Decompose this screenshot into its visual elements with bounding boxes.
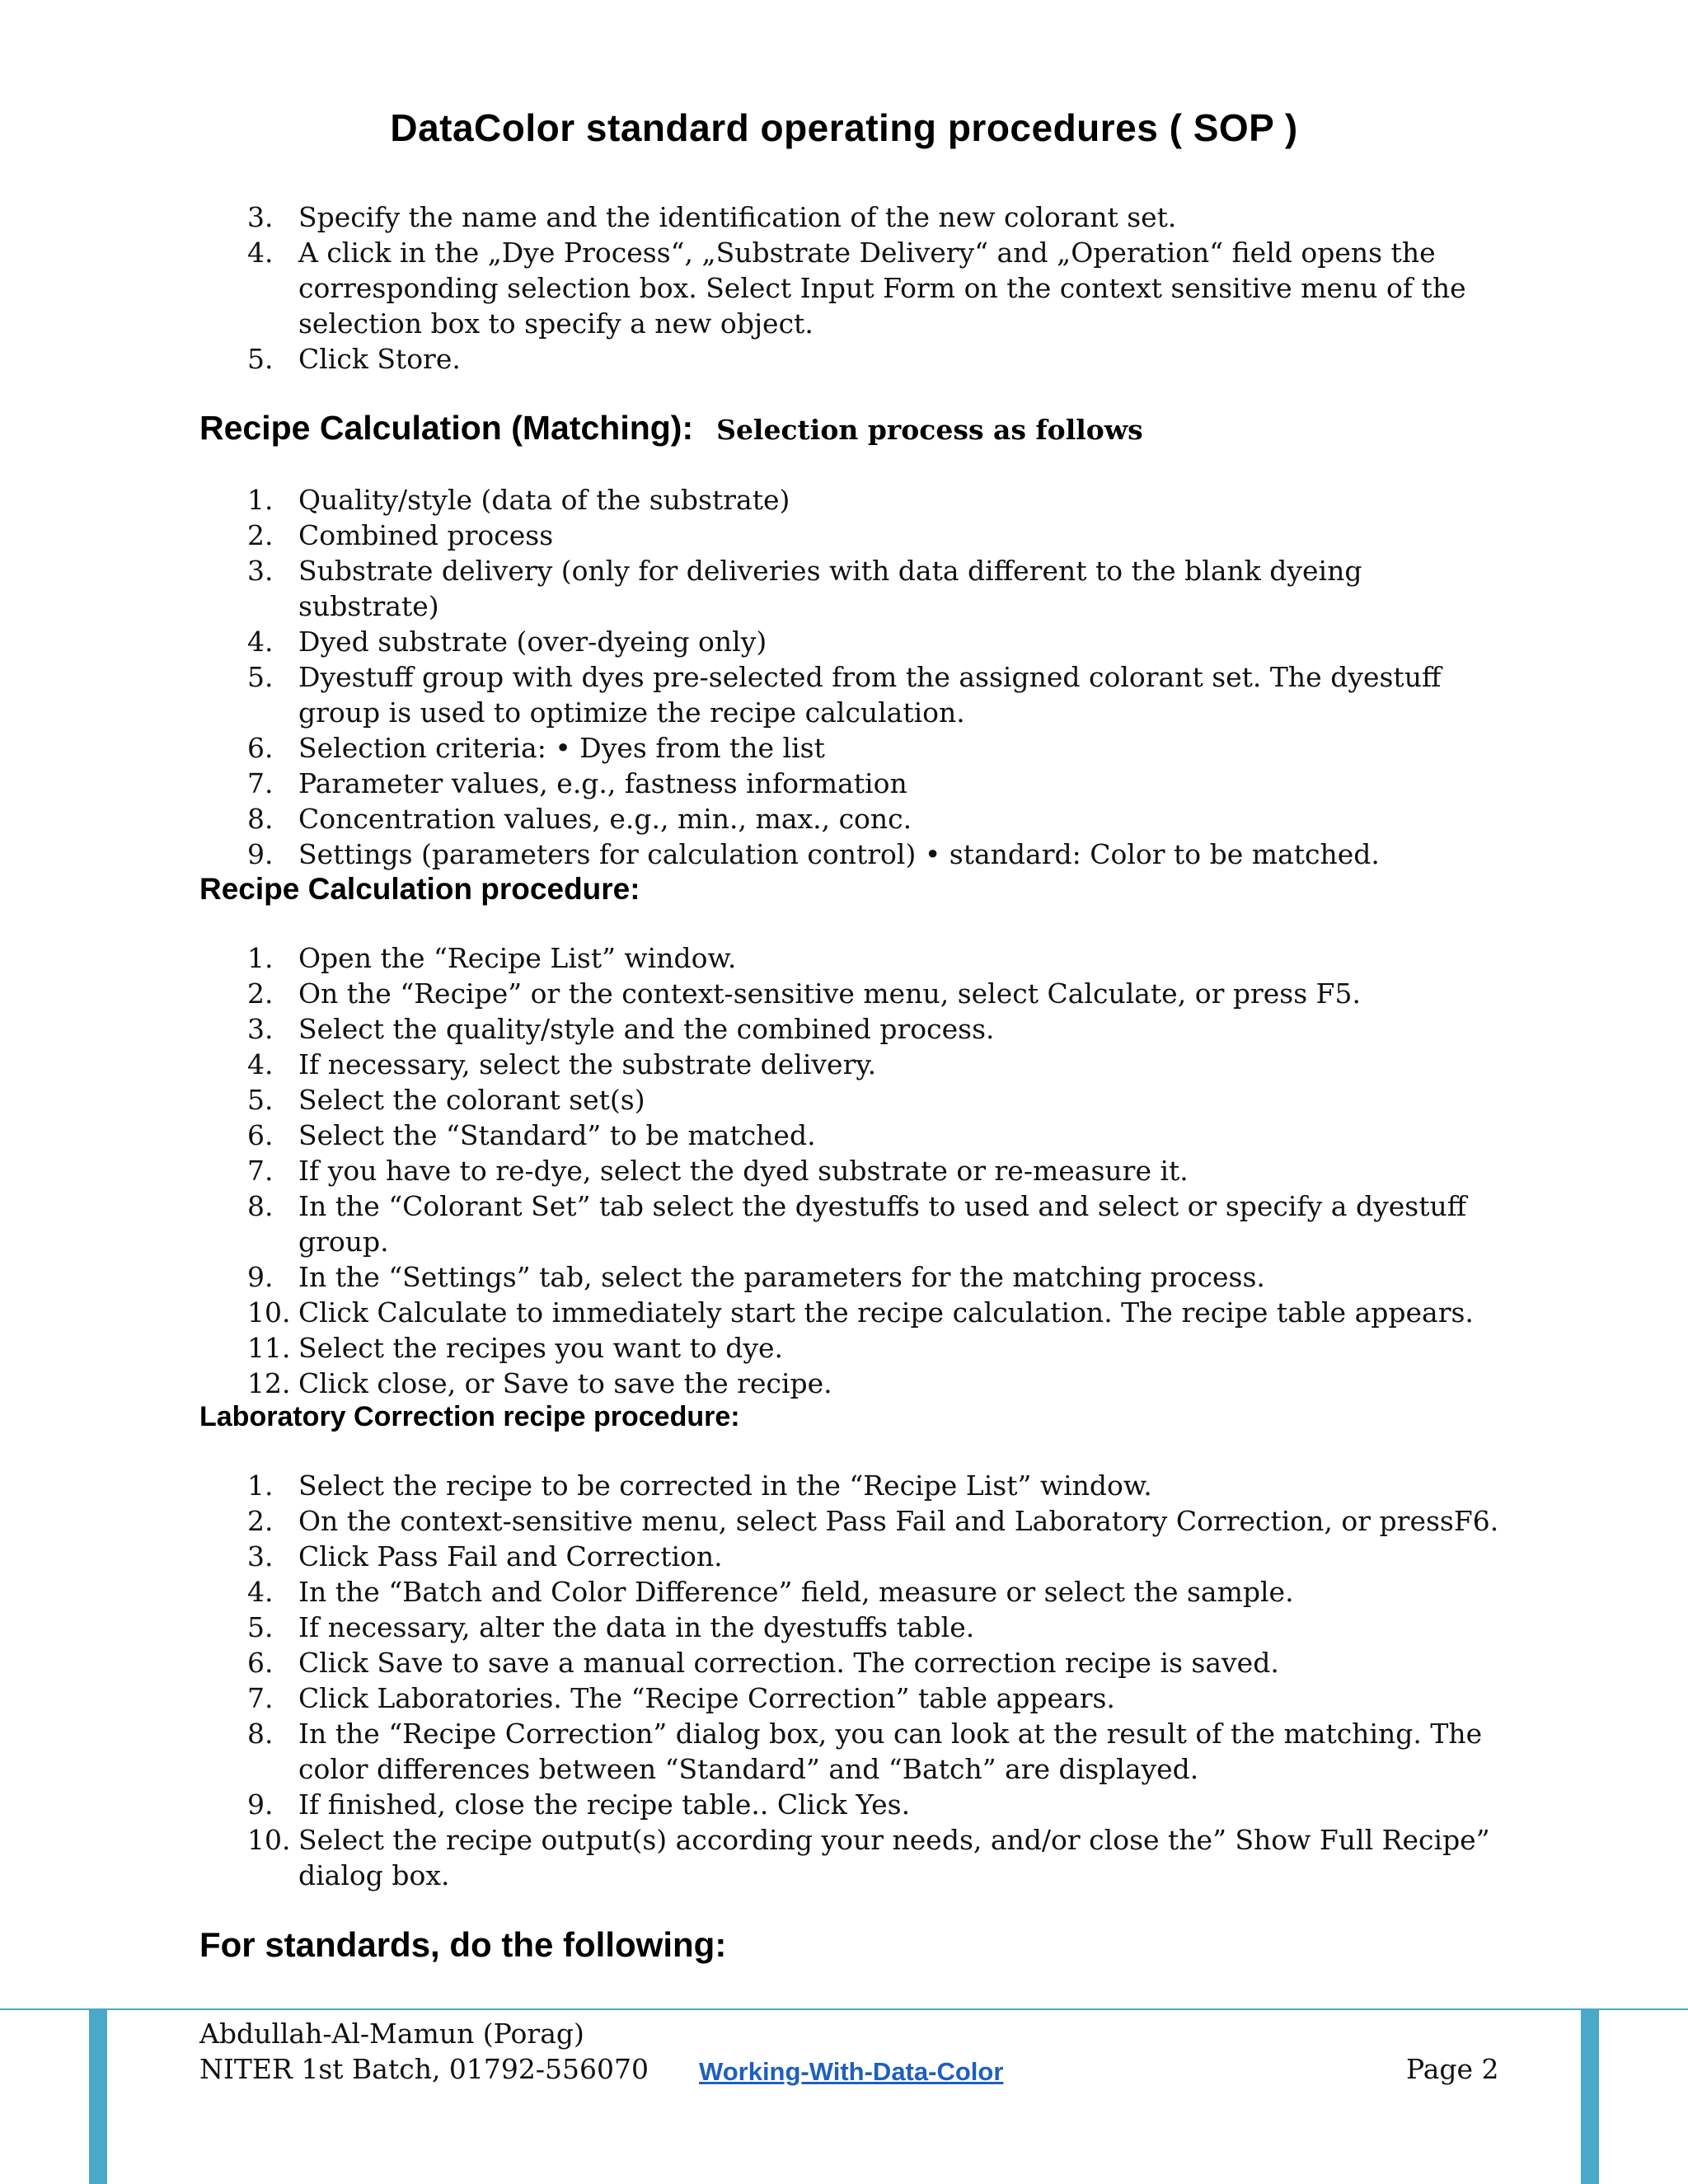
list-item bbox=[0, 1153, 1502, 1188]
list-item bbox=[0, 1118, 1502, 1153]
list-item-text: If necessary, alter the data in the dyestuffs table. bbox=[298, 1611, 975, 1643]
list-item bbox=[0, 1539, 1502, 1574]
list-item-number: 1. bbox=[247, 484, 274, 516]
lab-correction-heading: Laboratory Correction recipe procedure: bbox=[199, 1401, 740, 1432]
list-item-number: 9. bbox=[247, 838, 274, 870]
list-item-text: Concentration values, e.g., min., max., conc. bbox=[298, 803, 912, 835]
lab-correction-list bbox=[0, 1468, 1502, 1893]
list-item bbox=[0, 1645, 1502, 1680]
list-item-number: 3. bbox=[247, 1540, 274, 1572]
footer-author: Abdullah-Al-Mamun (Porag) bbox=[199, 2018, 584, 2050]
list-item-number: 2. bbox=[247, 519, 274, 551]
list-item bbox=[0, 199, 1502, 235]
list-item-number: 6. bbox=[247, 732, 274, 764]
list-item-number: 4. bbox=[247, 1576, 274, 1608]
calc-procedure-heading: Recipe Calculation procedure: bbox=[199, 872, 640, 906]
list-item-text: Click Calculate to immediately start the recipe calculation. The recipe table appears. bbox=[298, 1296, 1474, 1329]
list-item-text: Dyed substrate (over-dyeing only) bbox=[298, 626, 767, 658]
list-item-text: In the “Settings” tab, select the parameters for the matching process. bbox=[298, 1261, 1265, 1293]
list-item-text: Click Save to save a manual correction. The correction recipe is saved. bbox=[298, 1647, 1279, 1679]
list-item-number: 8. bbox=[247, 1190, 274, 1222]
list-item-text: If you have to re-dye, select the dyed substrate or re-measure it. bbox=[298, 1155, 1189, 1187]
list-item bbox=[0, 624, 1502, 659]
intro-list bbox=[0, 199, 1502, 377]
list-item-number: 7. bbox=[247, 767, 274, 799]
list-item-number: 10. bbox=[247, 1296, 291, 1329]
standards-heading: For standards, do the following: bbox=[199, 1925, 727, 1964]
matching-subheading: Selection process as follows bbox=[716, 414, 1143, 446]
list-item-text: Open the “Recipe List” window. bbox=[298, 942, 737, 974]
matching-heading bbox=[199, 409, 1143, 448]
list-item bbox=[0, 1468, 1502, 1503]
list-item bbox=[0, 801, 1502, 837]
list-item-number: 10. bbox=[247, 1824, 291, 1856]
list-item bbox=[0, 1188, 1502, 1259]
matching-list bbox=[0, 482, 1502, 872]
list-item-number: 5. bbox=[247, 343, 274, 375]
list-item-number: 3. bbox=[247, 1013, 274, 1045]
list-item bbox=[0, 1574, 1502, 1610]
list-item-number: 4. bbox=[247, 626, 274, 658]
list-item bbox=[0, 341, 1502, 377]
list-item bbox=[0, 976, 1502, 1011]
list-item bbox=[0, 1822, 1502, 1893]
list-item-number: 7. bbox=[247, 1682, 274, 1714]
list-item-number: 7. bbox=[247, 1155, 274, 1187]
list-item bbox=[0, 766, 1502, 801]
list-item-text: If finished, close the recipe table.. Click Yes. bbox=[298, 1788, 911, 1821]
list-item-text: Selection criteria: • Dyes from the list bbox=[298, 732, 825, 764]
list-item bbox=[0, 1366, 1502, 1401]
list-item-text: Select the recipes you want to dye. bbox=[298, 1332, 783, 1364]
list-item-number: 8. bbox=[247, 803, 274, 835]
list-item-text: Specify the name and the identification of the new colorant set. bbox=[298, 201, 1177, 233]
list-item-text: Click Laboratories. The “Recipe Correction” table appears. bbox=[298, 1682, 1115, 1714]
list-item-text: Click close, or Save to save the recipe. bbox=[298, 1367, 832, 1399]
list-item bbox=[0, 940, 1502, 976]
list-item bbox=[0, 482, 1502, 518]
list-item-number: 6. bbox=[247, 1119, 274, 1151]
list-item-number: 9. bbox=[247, 1261, 274, 1293]
list-item-text: In the “Recipe Correction” dialog box, you can look at the result of the matching. The color differences between “Standard” and “Batch” are displayed. bbox=[298, 1718, 1483, 1785]
list-item-text: Select the quality/style and the combined process. bbox=[298, 1013, 995, 1045]
list-item-text: On the “Recipe” or the context-sensitive menu, select Calculate, or press F5. bbox=[298, 977, 1361, 1010]
list-item-text: In the “Batch and Color Difference” field, measure or select the sample. bbox=[298, 1576, 1294, 1608]
list-item-number: 5. bbox=[247, 1611, 274, 1643]
matching-heading-text: Recipe Calculation (Matching): bbox=[199, 409, 694, 447]
list-item bbox=[0, 1610, 1502, 1645]
list-item-number: 9. bbox=[247, 1788, 274, 1821]
list-item-text: Combined process bbox=[298, 519, 554, 551]
list-item-text: In the “Colorant Set” tab select the dyestuffs to used and select or specify a dyestuff group. bbox=[298, 1190, 1467, 1258]
list-item-number: 6. bbox=[247, 1647, 274, 1679]
list-item bbox=[0, 1259, 1502, 1295]
list-item bbox=[0, 553, 1502, 624]
list-item-text: A click in the „Dye Process“, „Substrate Delivery“ and „Operation“ field opens the corresponding selection box. Select Input Form on the context sensitive menu of the selection box to specify a new object. bbox=[298, 237, 1466, 340]
footer-link[interactable]: Working-With-Data-Color bbox=[699, 2057, 1004, 2086]
list-item-number: 8. bbox=[247, 1718, 274, 1750]
list-item bbox=[0, 1047, 1502, 1082]
list-item bbox=[0, 1011, 1502, 1047]
list-item-text: Settings (parameters for calculation control) • standard: Color to be matched. bbox=[298, 838, 1380, 870]
document-title: DataColor standard operating procedures ( SOP ) bbox=[390, 106, 1298, 149]
list-item-text: Click Store. bbox=[298, 343, 461, 375]
list-item bbox=[0, 1680, 1502, 1716]
list-item-text: Click Pass Fail and Correction. bbox=[298, 1540, 723, 1572]
list-item bbox=[0, 1082, 1502, 1118]
list-item-text: Parameter values, e.g., fastness information bbox=[298, 767, 907, 799]
list-item-text: Substrate delivery (only for deliveries with data different to the blank dyeing substrate) bbox=[298, 555, 1362, 622]
list-item-text: Select the colorant set(s) bbox=[298, 1084, 645, 1116]
list-item bbox=[0, 730, 1502, 766]
list-item-number: 5. bbox=[247, 1084, 274, 1116]
list-item bbox=[0, 837, 1502, 872]
list-item-number: 11. bbox=[247, 1332, 291, 1364]
list-item bbox=[0, 235, 1502, 341]
footer-batch: NITER 1st Batch, 01792-556070 bbox=[199, 2053, 649, 2085]
list-item bbox=[0, 1330, 1502, 1366]
list-item bbox=[0, 659, 1502, 730]
list-item-number: 1. bbox=[247, 942, 274, 974]
list-item-number: 4. bbox=[247, 237, 274, 269]
list-item-number: 3. bbox=[247, 201, 274, 233]
list-item-number: 2. bbox=[247, 977, 274, 1010]
list-item-text: Select the “Standard” to be matched. bbox=[298, 1119, 816, 1151]
list-item bbox=[0, 1503, 1502, 1539]
list-item-text: Select the recipe output(s) according your needs, and/or close the” Show Full Recipe” dialog box. bbox=[298, 1824, 1490, 1891]
list-item bbox=[0, 518, 1502, 553]
list-item bbox=[0, 1787, 1502, 1822]
list-item-number: 3. bbox=[247, 555, 274, 587]
list-item bbox=[0, 1716, 1502, 1787]
list-item-number: 12. bbox=[247, 1367, 291, 1399]
list-item-number: 1. bbox=[247, 1469, 274, 1502]
list-item-text: Dyestuff group with dyes pre-selected from the assigned colorant set. The dyestuff group is used to optimize the recipe calculation. bbox=[298, 661, 1442, 729]
list-item-text: On the context-sensitive menu, select Pass Fail and Laboratory Correction, or pressF6. bbox=[298, 1505, 1499, 1537]
calc-procedure-list bbox=[0, 940, 1502, 1401]
list-item-number: 5. bbox=[247, 661, 274, 693]
list-item-number: 2. bbox=[247, 1505, 274, 1537]
footer-page-number: Page 2 bbox=[1406, 2053, 1499, 2085]
list-item-text: If necessary, select the substrate delivery. bbox=[298, 1048, 877, 1080]
list-item-number: 4. bbox=[247, 1048, 274, 1080]
footer-rule bbox=[0, 2008, 1688, 2010]
list-item bbox=[0, 1295, 1502, 1330]
footer-bar-right bbox=[1581, 2010, 1599, 2184]
list-item-text: Select the recipe to be corrected in the “Recipe List” window. bbox=[298, 1469, 1152, 1502]
footer-bar-left bbox=[89, 2010, 107, 2184]
list-item-text: Quality/style (data of the substrate) bbox=[298, 484, 790, 516]
